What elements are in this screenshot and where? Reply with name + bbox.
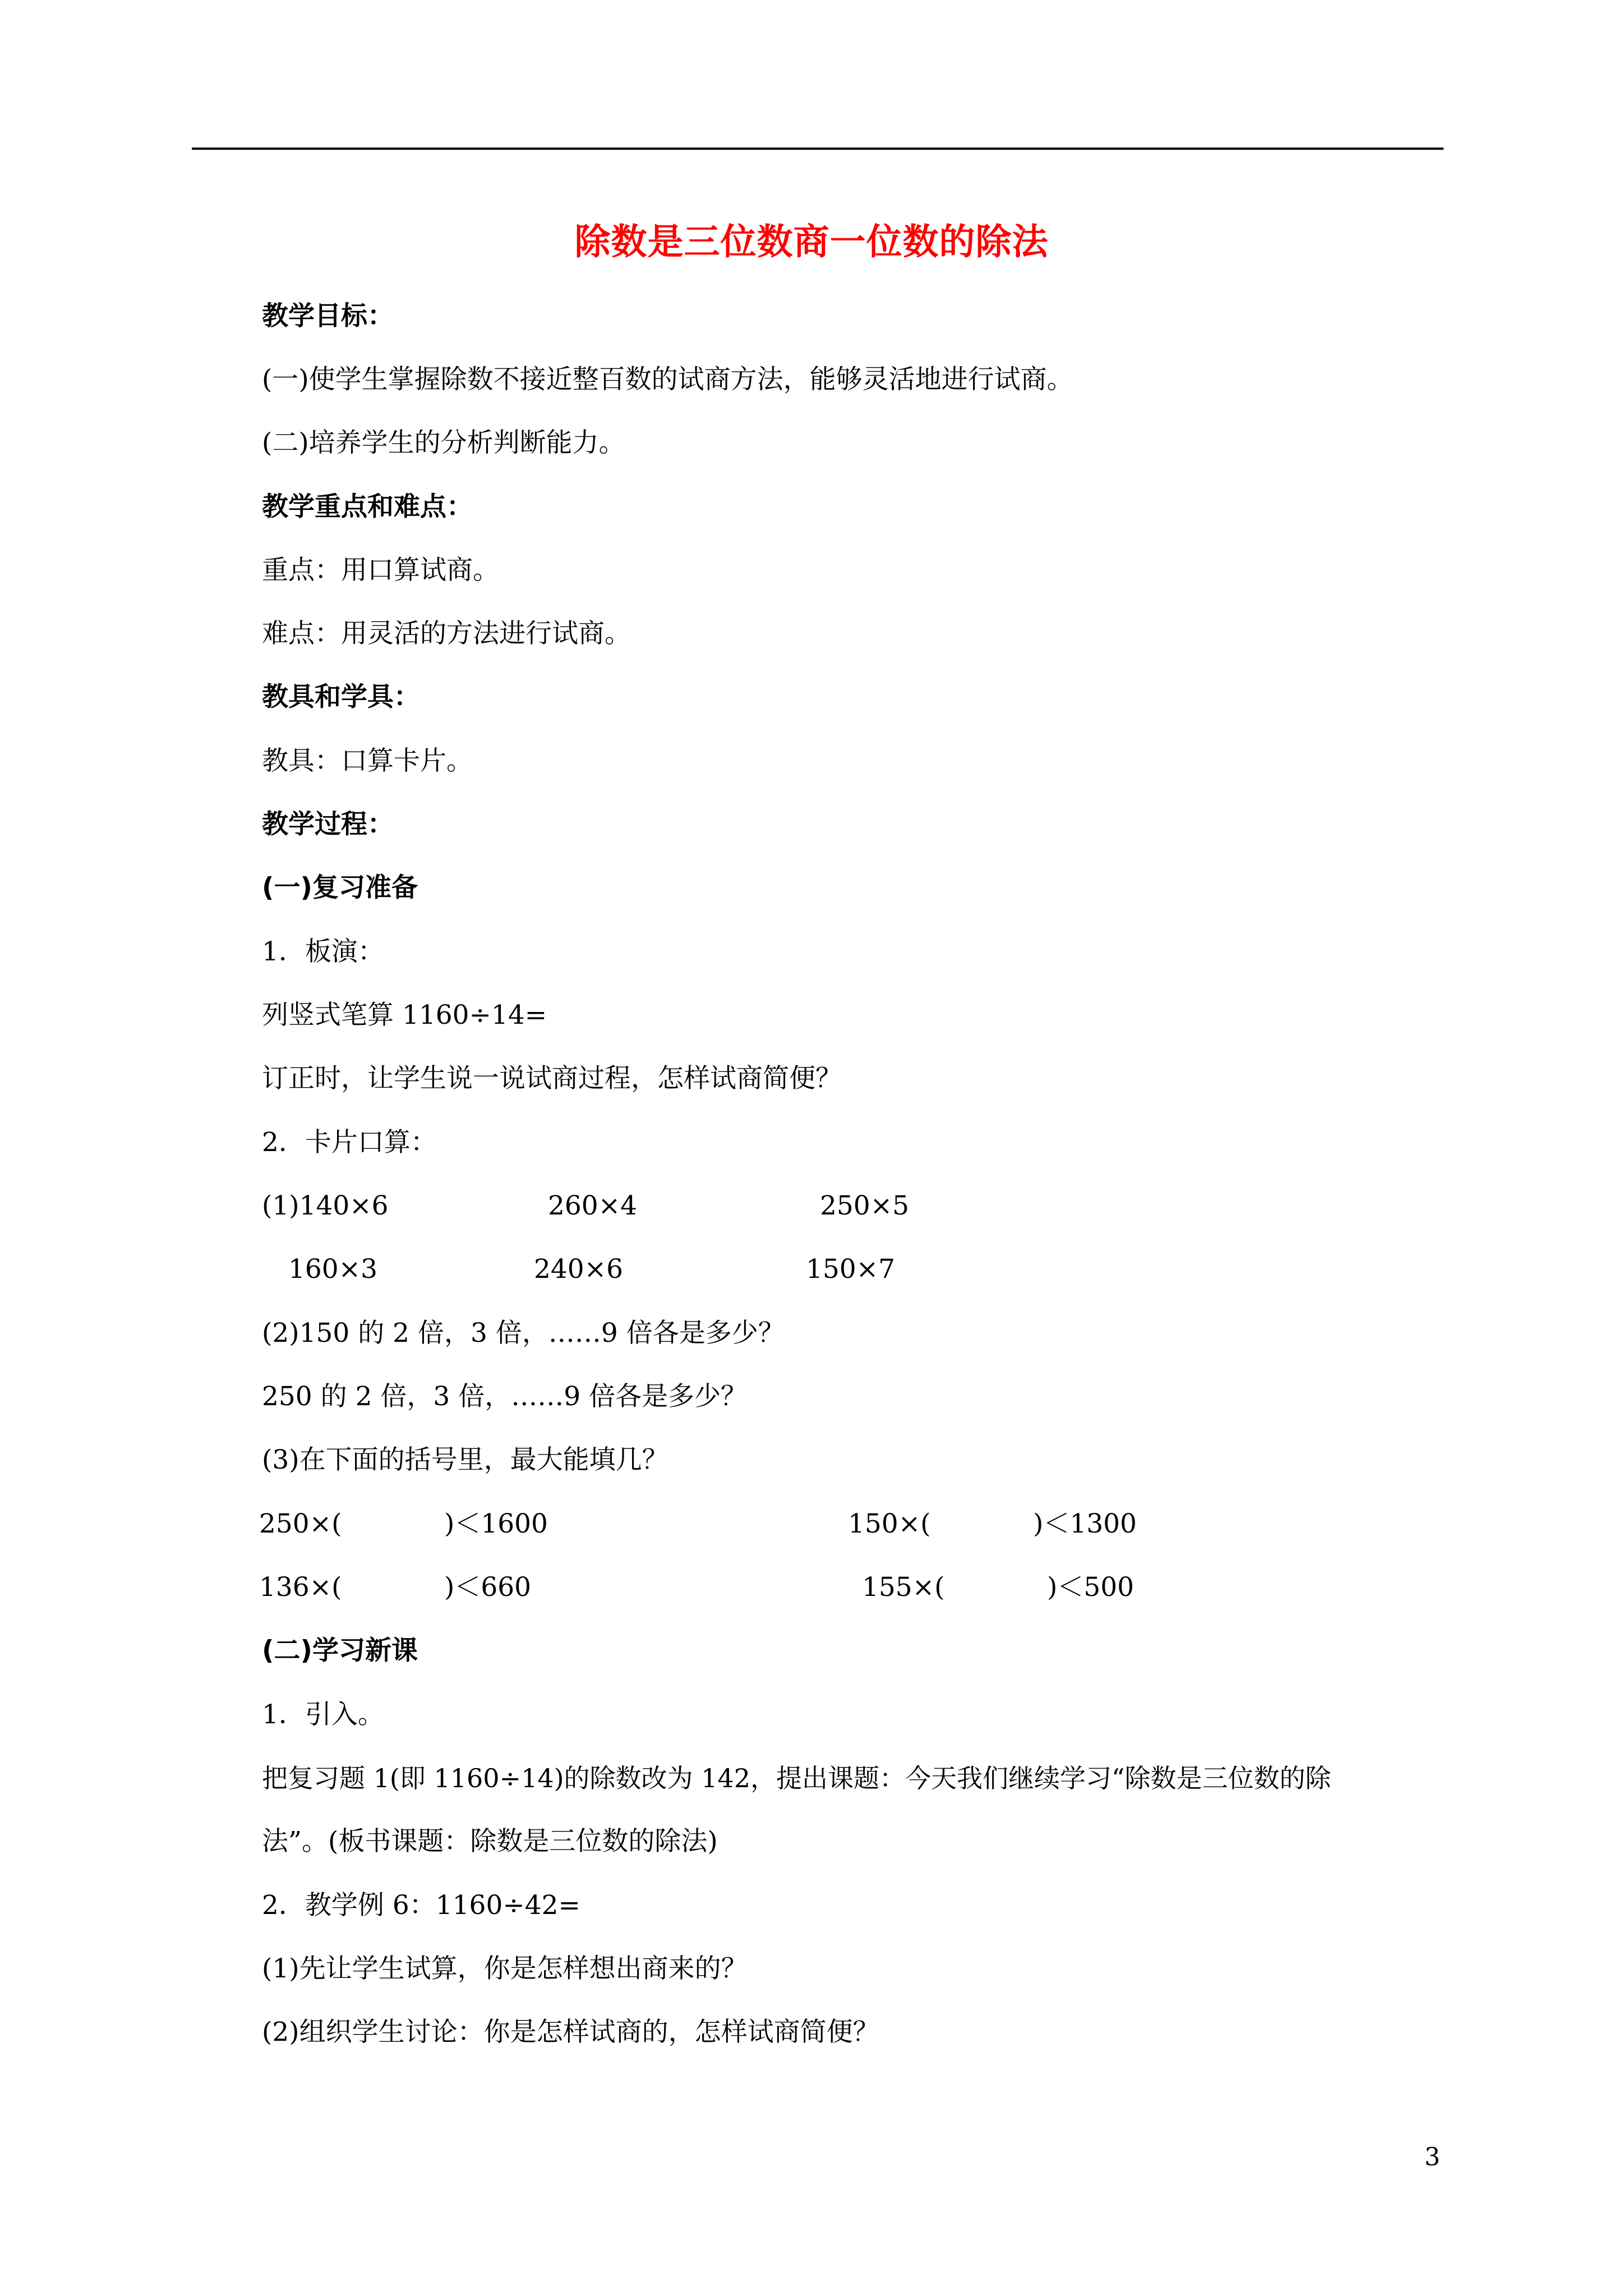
example-label: 2．教学例 6：1160÷42=: [262, 1890, 580, 1921]
inequality-right-part: )＜500: [1047, 1572, 1135, 1603]
inequality-left-part: 136×(: [259, 1572, 342, 1603]
question-3: (3)在下面的括号里，最大能填几？: [262, 1444, 668, 1475]
inequality-right-part: )＜1600: [444, 1508, 548, 1539]
card-label: 2．卡片口算：: [262, 1127, 437, 1158]
board-note: 订正时，让学生说一说试商过程，怎样试商简便？: [262, 1063, 842, 1094]
intro-text-line1: 把复习题 1(即 1160÷14)的除数改为 142，提出课题：今天我们继续学习“除数是三位数的除: [262, 1763, 1331, 1793]
inequality-right-part: )＜660: [444, 1572, 532, 1603]
board-label: 1．板演：: [262, 936, 384, 967]
intro-text-line2: 法”。(板书课题：除数是三位数的除法): [262, 1826, 718, 1857]
example-question-2: (2)组织学生讨论：你是怎样试商的，怎样试商简便？: [262, 2017, 879, 2047]
header-rule: [192, 148, 1444, 150]
goals-heading: 教学目标：: [262, 301, 394, 332]
card-row2-item: 160×3: [288, 1254, 377, 1285]
inequality-left-part: 250×(: [259, 1508, 342, 1539]
new-lesson-heading: (二)学习新课: [262, 1635, 418, 1666]
intro-label: 1．引入。: [262, 1699, 384, 1730]
question-2-line1: (2)150 的 2 倍，3 倍，……9 倍各是多少？: [262, 1318, 785, 1349]
tools-heading: 教具和学具：: [262, 682, 420, 712]
example-question-1: (1)先让学生试算，你是怎样想出商来的？: [262, 1953, 748, 1984]
card-row2-item: 240×6: [534, 1254, 623, 1285]
inequality-left-part: 150×(: [848, 1508, 931, 1539]
goal-1: (一)使学生掌握除数不接近整百数的试商方法，能够灵活地进行试商。: [262, 364, 1073, 395]
process-heading: 教学过程：: [262, 809, 394, 840]
review-heading: (一)复习准备: [262, 872, 418, 903]
key-heading: 教学重点和难点：: [262, 491, 473, 522]
inequality-left-part: 155×(: [862, 1572, 945, 1603]
page-title: 除数是三位数商一位数的除法: [574, 222, 1049, 263]
board-task: 列竖式笔算 1160÷14=: [262, 1000, 547, 1030]
card-row1-item: 250×5: [820, 1190, 909, 1221]
goal-2: (二)培养学生的分析判断能力。: [262, 427, 625, 458]
page-number: 3: [1424, 2143, 1440, 2171]
card-row1-item: 260×4: [548, 1190, 637, 1221]
card-row2-item: 150×7: [806, 1254, 895, 1285]
difficulty: 难点：用灵活的方法进行试商。: [262, 618, 631, 649]
question-2-line2: 250 的 2 倍，3 倍，……9 倍各是多少？: [262, 1381, 748, 1412]
card-row1-item: (1)140×6: [262, 1190, 389, 1221]
inequality-right-part: )＜1300: [1033, 1508, 1137, 1539]
key-point: 重点：用口算试商。: [262, 555, 499, 586]
tools-text: 教具：口算卡片。: [262, 746, 473, 776]
